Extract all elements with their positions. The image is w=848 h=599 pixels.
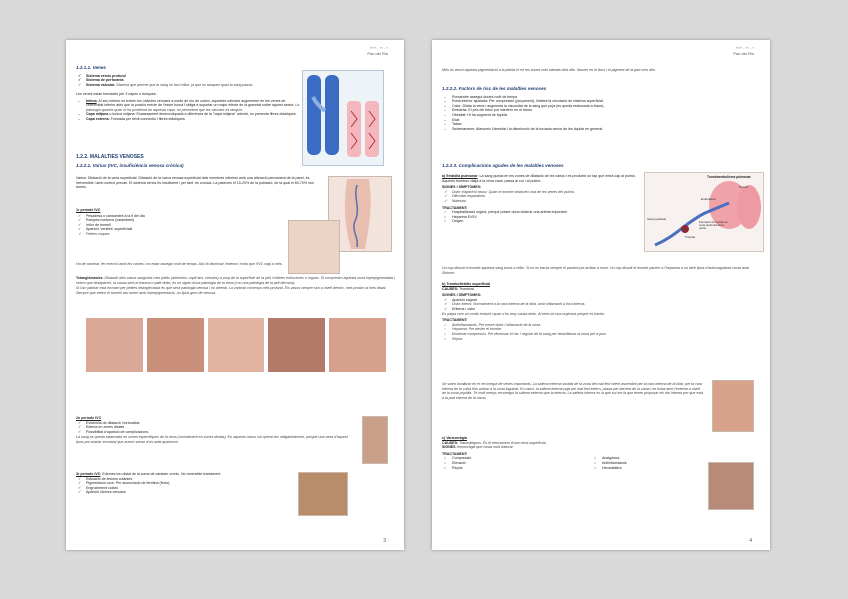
list-item: ○ Heparina: Per desfer el trombe. bbox=[452, 327, 762, 332]
list-item: ○ Hospitalització urgent, perquè potser dona obstruir una artèria important bbox=[452, 210, 642, 215]
telang-note: Si l'ací plantar està formant per petites telangièctasia és que serà patologia venosa i no arterial. La varicosi comença més profund. Els vasos sempre son a nivell dèrmic, més proxim al més distal. Sempre que veiem el turmell així anem amb hiperpigmentació, un tipus greu de venosa. bbox=[76, 286, 387, 295]
list-item: – Roba interior ajustada: Per compressió (pinçament), limitant la circulació de sistema superficial. bbox=[452, 99, 762, 104]
list-item: – Tabac bbox=[452, 122, 762, 127]
list-item: ✓ Aparició 'venilles' superficials bbox=[86, 227, 326, 232]
skin-photos-strip bbox=[86, 318, 386, 372]
section-title: 1.2.2.3. Complicacions agudes de les malalties venoses bbox=[442, 163, 564, 168]
section-title: 1.2.1.1. Venes bbox=[76, 65, 106, 70]
list-item: ✓ Inflor de turmell bbox=[86, 223, 326, 228]
embolia-note: Un cop dissolt el trombe aquesta sang torna a reflui. Si no es tracta sempre el pacient pot arribar a morir. Un cop dissolt el trombe pauem a l'heparina a un altre tipus d'anticoagulants coma amb Sintrom. bbox=[442, 266, 750, 275]
list-item: ✓ Estiuació de lesions cutànies bbox=[86, 477, 296, 482]
tromb-signs bbox=[442, 298, 762, 312]
tromboflebitis-block: b) Tromboflebitis superficial CAUSES: Trombosi SIGNES I SÍMPTOMES: ✓ Aparició sagnat ✓ Dolor intens: Normalment a la cara interna de la tíbia, amb inflamació a fora interna. ✓ Eritema i calor Es palpa com un cordó endurit i quan s'es reny causa dolor. Al tenir-ne una urgència perquè es tractin. TRACTAMENT: ○ Antiinflamatoris. Per treure dolor i inflamació de la zona. ○ Heparina: Per desfer el trombe. ○ Embenat compressiu. Per disminuir el risc i regular de la sang per desinflamar la zona per a puix. ○ Repòs bbox=[442, 282, 762, 341]
venes-list bbox=[76, 74, 296, 88]
list-item: ○ Antiinflamatoris. Per treure dolor i inflamació de la zona. bbox=[452, 323, 762, 328]
skin-photo bbox=[329, 318, 386, 372]
list-item: ○ Embenat compressiu. Per disminuir el risc i regular de la sang per desinflamar la zona per a puix. bbox=[452, 332, 762, 337]
list-item: ✓ Sistema venós profund bbox=[86, 74, 296, 79]
vari-treatment-columns bbox=[442, 456, 702, 470]
list-item: ✓ Sistema valvular. Sistema que permet que la sang no faci reflux, ja que es tanquen quan la sang passa. bbox=[86, 83, 296, 88]
risk-factors-list bbox=[442, 95, 762, 132]
header-text: °°°° · °° · ° bbox=[369, 46, 388, 51]
ulcer-photo bbox=[298, 472, 348, 516]
section-venes bbox=[76, 66, 296, 87]
varicorragia-block: c) Varicorràgia CAUSES: Traumàtiques. És el trencament d'una vena superficial. SIGNES Hemorràgia que costa molt d'aturar. TRACTAMENT: ○ Compressió ○ Elevació ○ Repòs ○ Analgèsics ○ Antiinflamatoris ○ Hemostàtics bbox=[442, 436, 702, 470]
tromb-treatment bbox=[442, 323, 762, 341]
section-title: 1.2.2.2. Factors de risc de les malalties venoses bbox=[442, 86, 547, 91]
diagram-label: Trombe bbox=[685, 235, 696, 239]
header-author: Pau del Riu bbox=[367, 51, 388, 56]
embolia-block: a) Embòlia pulmonar: La sang queda en les zones de dilatació de les varius i es produeix un tap que entrà cap al pulmó. Aquests trombos viatja a la vena cava, passa al cor i al pulmó. SIGNES I SÍMPTOMES: ✓ Dolor d'aparició brusc: Quan el trombe obstrueix una de les venes del pulmó. ✓ Dificultat respiratòria ✓ Malestar TRACTAMENT: ○ Hospitalització urgent, perquè potser dona obstruir una artèria important ○ Heparina EV/IV ○ Oxigen bbox=[442, 174, 642, 224]
period2-title: 2n període IVC bbox=[76, 416, 102, 420]
header-text: °°°° · °° · ° bbox=[735, 46, 754, 51]
list-item: ✓ Malestar bbox=[452, 199, 642, 204]
list-item: ✓ Engruiximent cutani. bbox=[86, 486, 296, 491]
complications-title-block bbox=[442, 164, 762, 169]
treatment-label: TRACTAMENT: bbox=[442, 205, 468, 210]
list-item: – Íntima: Al seu interior es troben les vàlvules venoses a mode de niu de colom, aquestes vàlvules augmenten en les venes de l'extremitat inferior atès que la posició erecte de l'ésser humà l'obliga a suportar un major efecte de la gravetat sobre aquest sector. La patologia apareix quan hi ha problema en aquesta capa, no permetent que les vàlvules es tanquin. bbox=[86, 99, 302, 113]
intro-text: Més es veurà aquesta pigmentació a la planta ni en les zones més laterals dels dits. Només en el dors i la pigment de la part més dèu. bbox=[442, 68, 657, 72]
list-item: ✓ Dificultat respiratòria bbox=[452, 194, 642, 199]
vari-treatment-b bbox=[592, 456, 702, 470]
skin-photo bbox=[86, 318, 143, 372]
list-item: ✓ Eritema i calor bbox=[452, 307, 762, 312]
embolia-signs bbox=[442, 190, 642, 204]
pulmonary-embolism-diagram bbox=[644, 172, 764, 252]
vein-valve-illustration bbox=[302, 70, 384, 166]
list-item: ✓ Dolor d'aparició brusc: Quan el trombe obstrueix una de les venes del pulmó. bbox=[452, 190, 642, 195]
period1-note: Ha de caminar, fer exercici amb les cames i no estar assegut molt de temps. Així fa disminuir l'edema i evita que l'IVC vagi a més. bbox=[76, 262, 283, 266]
list-item: ○ Oxigen bbox=[452, 219, 642, 224]
leg-phlebitis-photo bbox=[712, 380, 754, 432]
page-number: 3 bbox=[383, 538, 386, 544]
tunics-intro: Les venes estan formades per 3 capes o túniques: bbox=[76, 92, 157, 96]
tromb-note: Es palpa com un cordó endurit i quan s'es reny causa dolor. Al tenir-ne una urgència perquè es tractin. bbox=[442, 311, 605, 316]
period2-note: La sang es queda estancada en zones específiques de la vena (normalment en zones distals). En aquests casos cal operar-les obligatòriament, perquè una vena d'aquest tipus pot acabar trombosi que avorrir sense d'un aviat qualsevol. bbox=[76, 435, 348, 444]
varicorragia-photo bbox=[708, 462, 754, 510]
safena-note: Se solen localitzar en el recorregut de venes importants. La safena externa sortida de la zona del mal·lèol intern ascendint per la cara interna de la tíbia, per la cara interna de la cuixa fins arribar a la zona inguinal. En canvi, la safena interna puja pel mal·lèol extern, passa per darrera de la cama i es troba amb l'externa a nivell de la zona popítlia. Té molt menys recorregut la safena externa que la interna. La safena interna és la que sol ser la que tenen proposar els dru interna per que està a la part interna de la cama. bbox=[442, 382, 704, 400]
period2-block bbox=[76, 416, 356, 445]
list-item: ○ Heparina EV/IV bbox=[452, 215, 642, 220]
diagram-label: Pulmó bbox=[739, 185, 748, 189]
list-item: ✓ Pigmentació ocre. Per acumulació de ferritina (ferro). bbox=[86, 481, 296, 486]
tunics-block bbox=[76, 92, 302, 122]
risk-factors-block bbox=[442, 87, 762, 131]
list-item: ✓ Aparició úlceres venoses bbox=[86, 490, 296, 495]
list-item: – Capa externa: Formada per teixit connectiu i fibres elàstiques. bbox=[86, 117, 302, 122]
treatment-label: TRACTAMENT: bbox=[442, 451, 468, 456]
skin-photo bbox=[147, 318, 204, 372]
list-item: ○ Analgèsics bbox=[602, 456, 702, 461]
list-item: ✓ Dolor intens: Normalment a la cara interna de la tíbia, amb inflamació a fora interna. bbox=[452, 302, 762, 307]
list-item: ✓ Evidència de dilatació i tortuositat. bbox=[86, 421, 356, 426]
embolia-treatment bbox=[442, 210, 642, 224]
leg-period2-photo bbox=[362, 416, 388, 464]
document-page-4 bbox=[432, 40, 770, 550]
list-item: ○ Compressió bbox=[452, 456, 552, 461]
vein-illustration-svg bbox=[303, 71, 383, 165]
list-item: ✓ Pesadesa o cansament a la fi del dia bbox=[86, 214, 326, 219]
period3-block: 3r període IVC: Edemes tou distal de la coma de caràcter crònic. No reversible tractament. ✓ Estiuació de lesions cutànies ✓ Pigmentació ocre. Per acumulació de ferritina (ferro). ✓ Engruiximent cutani. ✓ Aparició úlceres venoses bbox=[76, 472, 296, 495]
treatment-label: TRACTAMENT: bbox=[442, 318, 468, 323]
list-item: ○ Repòs bbox=[452, 466, 552, 471]
vari-title: c) Varicorràgia bbox=[442, 436, 467, 440]
signs-label: SIGNES I SÍMPTOMES: bbox=[442, 293, 482, 298]
diagram-title: Tromboembolisme pulmonar bbox=[707, 175, 751, 179]
list-item: ✓ Edema en zones distals bbox=[86, 425, 356, 430]
list-item: ○ Elevació bbox=[452, 461, 552, 466]
list-item: – Calor: Dilata la vena i augmenta la viscositat de la sang que puja (es queda estancada a fosos). bbox=[452, 104, 762, 109]
page-number: 4 bbox=[749, 538, 752, 544]
page-header bbox=[733, 46, 754, 56]
list-item: ✓ Petites coques bbox=[86, 232, 326, 237]
list-item: ○ Antiinflamatoris bbox=[602, 461, 702, 466]
tunics-list bbox=[76, 99, 302, 122]
list-item: ✓ Rampes nocturns (calambres) bbox=[86, 218, 326, 223]
list-item: ✓ Possibilitat d'aparició de complicacions. bbox=[86, 430, 356, 435]
period1-title: 1r període IVC bbox=[76, 208, 101, 212]
list-item: ✓ Sistema de perforants bbox=[86, 78, 296, 83]
list-item: – Romandre assegut durant molt de temps. bbox=[452, 95, 762, 100]
skin-photo bbox=[208, 318, 265, 372]
list-item: ○ Hemostàtics bbox=[602, 466, 702, 471]
diagram-label: Embolisme bbox=[701, 197, 716, 201]
list-item: – Edat bbox=[452, 118, 762, 123]
list-item: ○ Repòs bbox=[452, 337, 762, 342]
diagram-label: Vena popliteal bbox=[647, 217, 666, 221]
list-item: – Sedentarisme: Afavoreix l'obesitat i la disminució de la tornada venós de les líquids en general. bbox=[452, 127, 762, 132]
header-author: Pau del Riu bbox=[733, 51, 754, 56]
page-header bbox=[367, 46, 388, 56]
period3-list bbox=[76, 477, 296, 495]
tromb-title: b) Tromboflebitis superficial bbox=[442, 282, 491, 286]
period2-list bbox=[76, 421, 356, 435]
diagram-label: Formació de trombo en vena profunda de la cama bbox=[699, 220, 728, 231]
section-malalties bbox=[76, 155, 396, 168]
varius-text: Varius: Dilatació de la vena superficial. Dilatació de la xarxa venosa superficial dels membres inferiors amb una alteració permanent de la paret, és irreversible i amb control precari. El sistema venós és insuficient i per tant, és crònica. La pateixen el 15-20% de la població, de la qual el 60-70% són dones. bbox=[76, 176, 314, 190]
section-title: 1.2.2.1. Varius (IVC, insuficiència venosa crònica) bbox=[76, 162, 184, 168]
document-page-3 bbox=[66, 40, 404, 550]
vari-treatment-a bbox=[442, 456, 552, 470]
list-item: – Capa mitjana o túnica mitjana: Escassament desenvolupada a diferència de la "capa mitjana" arterial, no presenta fibres elàstiques. bbox=[86, 112, 302, 117]
list-item: ✓ Aparició sagnat bbox=[452, 298, 762, 303]
skin-photo bbox=[268, 318, 325, 372]
telangiectasies-block: Telangièctasies: Dilatació dels vasos sanguinis més petits (arterioles, capil·lars, vènules) a prop de la superfície de la pell i d'altres estructures o òrgans. Si comprimim aquesta zona hiperpigmentada i veiem que desapareix, la causa serà el trauma o patir dolor, és un signe d'una patologia de la vena (i no una patologia de la pell dèrmica). Si l'ací plantar està formant per petites telangièctasia és que serà patologia venosa i no arterial. La varicosi comença més profund. Els vasos sempre son a nivell dèrmic, més proxim al més distal. Sempre que veiem el turmell així anem amb hiperpigmentació, un tipus greu de venosa. bbox=[76, 276, 395, 295]
section-title: 1.2.2. MALALTIES VENOSES bbox=[76, 154, 144, 160]
list-item: – Embaràs: El pes del fetus pot interferir en el retorn. bbox=[452, 108, 762, 113]
list-item: – Obesitat: Hi ha augment de líquids. bbox=[452, 113, 762, 118]
signs-label: SIGNES I SÍMPTOMES: bbox=[442, 185, 482, 190]
